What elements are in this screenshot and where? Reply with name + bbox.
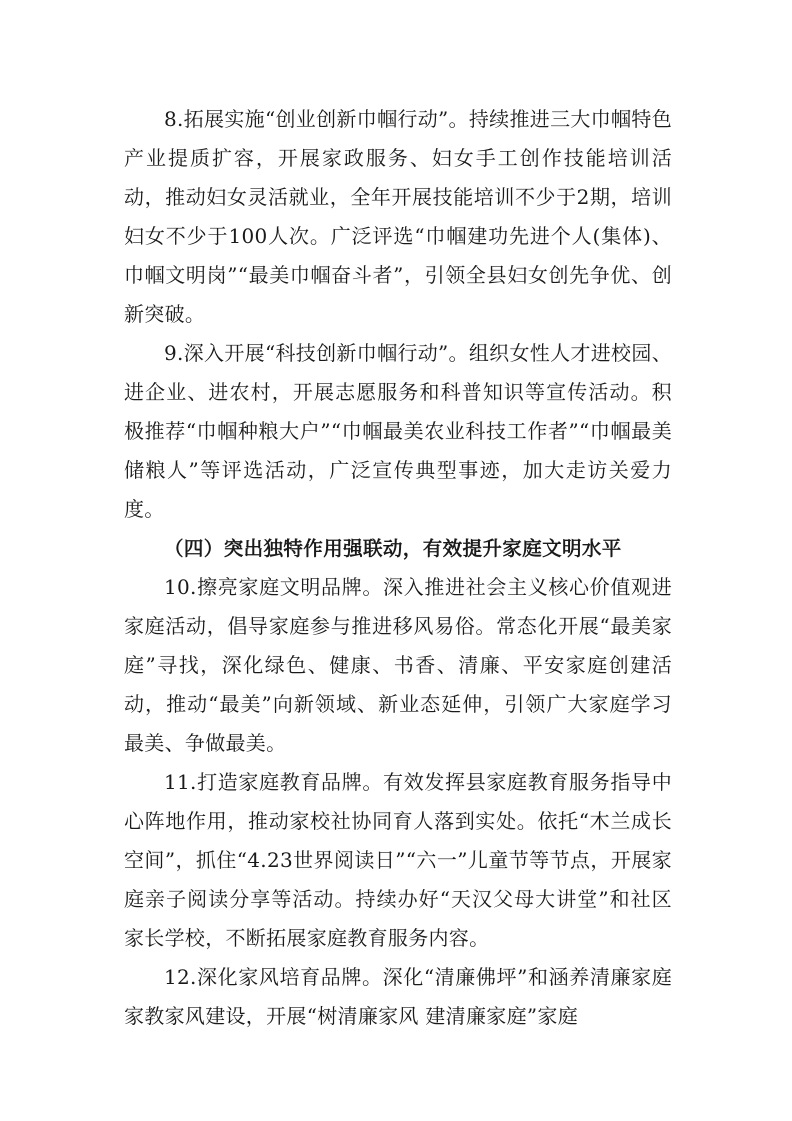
paragraph-12: 12.深化家风培育品牌。深化“清廉佛坪”和涵养清廉家庭家教家风建设，开展“树清廉家风 建清廉家庭”家庭 bbox=[124, 965, 672, 1028]
document-body bbox=[124, 100, 672, 1036]
paragraph-8: 8.拓展实施“创业创新巾帼行动”。持续推进三大巾帼特色产业提质扩容，开展家政服务、妇女手工创作技能培训活动，推动妇女灵活就业，全年开展技能培训不少于2期，培训妇女不少于100人次。广泛评选“巾帼建功先进个人(集体)、巾帼文明岗”“最美巾帼奋斗者”，引领全县妇女创先争优、创新突破。 bbox=[124, 107, 672, 326]
section-heading: （四）突出独特作用强联动，有效提升家庭文明水平 bbox=[164, 537, 622, 560]
paragraph-10: 10.擦亮家庭文明品牌。深入推进社会主义核心价值观进家庭活动，倡导家庭参与推进移风易俗。常态化开展“最美家庭”寻找，深化绿色、健康、书香、清廉、平安家庭创建活动，推动“最美”向新领域、新业态延伸，引领广大家庭学习最美、争做最美。 bbox=[124, 575, 672, 755]
paragraph-11: 11.打造家庭教育品牌。有效发挥县家庭教育服务指导中心阵地作用，推动家校社协同育人落到实处。依托“木兰成长空间”，抓住“4.23世界阅读日”“六一”儿童节等节点，开展家庭亲子阅读分享等活动。持续办好“天汉父母大讲堂”和社区家长学校，不断拓展家庭教育服务内容。 bbox=[124, 770, 672, 950]
paragraph-9: 9.深入开展“科技创新巾帼行动”。组织女性人才进校园、进企业、进农村，开展志愿服务和科普知识等宣传活动。积极推荐“巾帼种粮大户”“巾帼最美农业科技工作者”“巾帼最美储粮人”等评选活动，广泛宣传典型事迹，加大走访关爱力度。 bbox=[124, 341, 672, 521]
